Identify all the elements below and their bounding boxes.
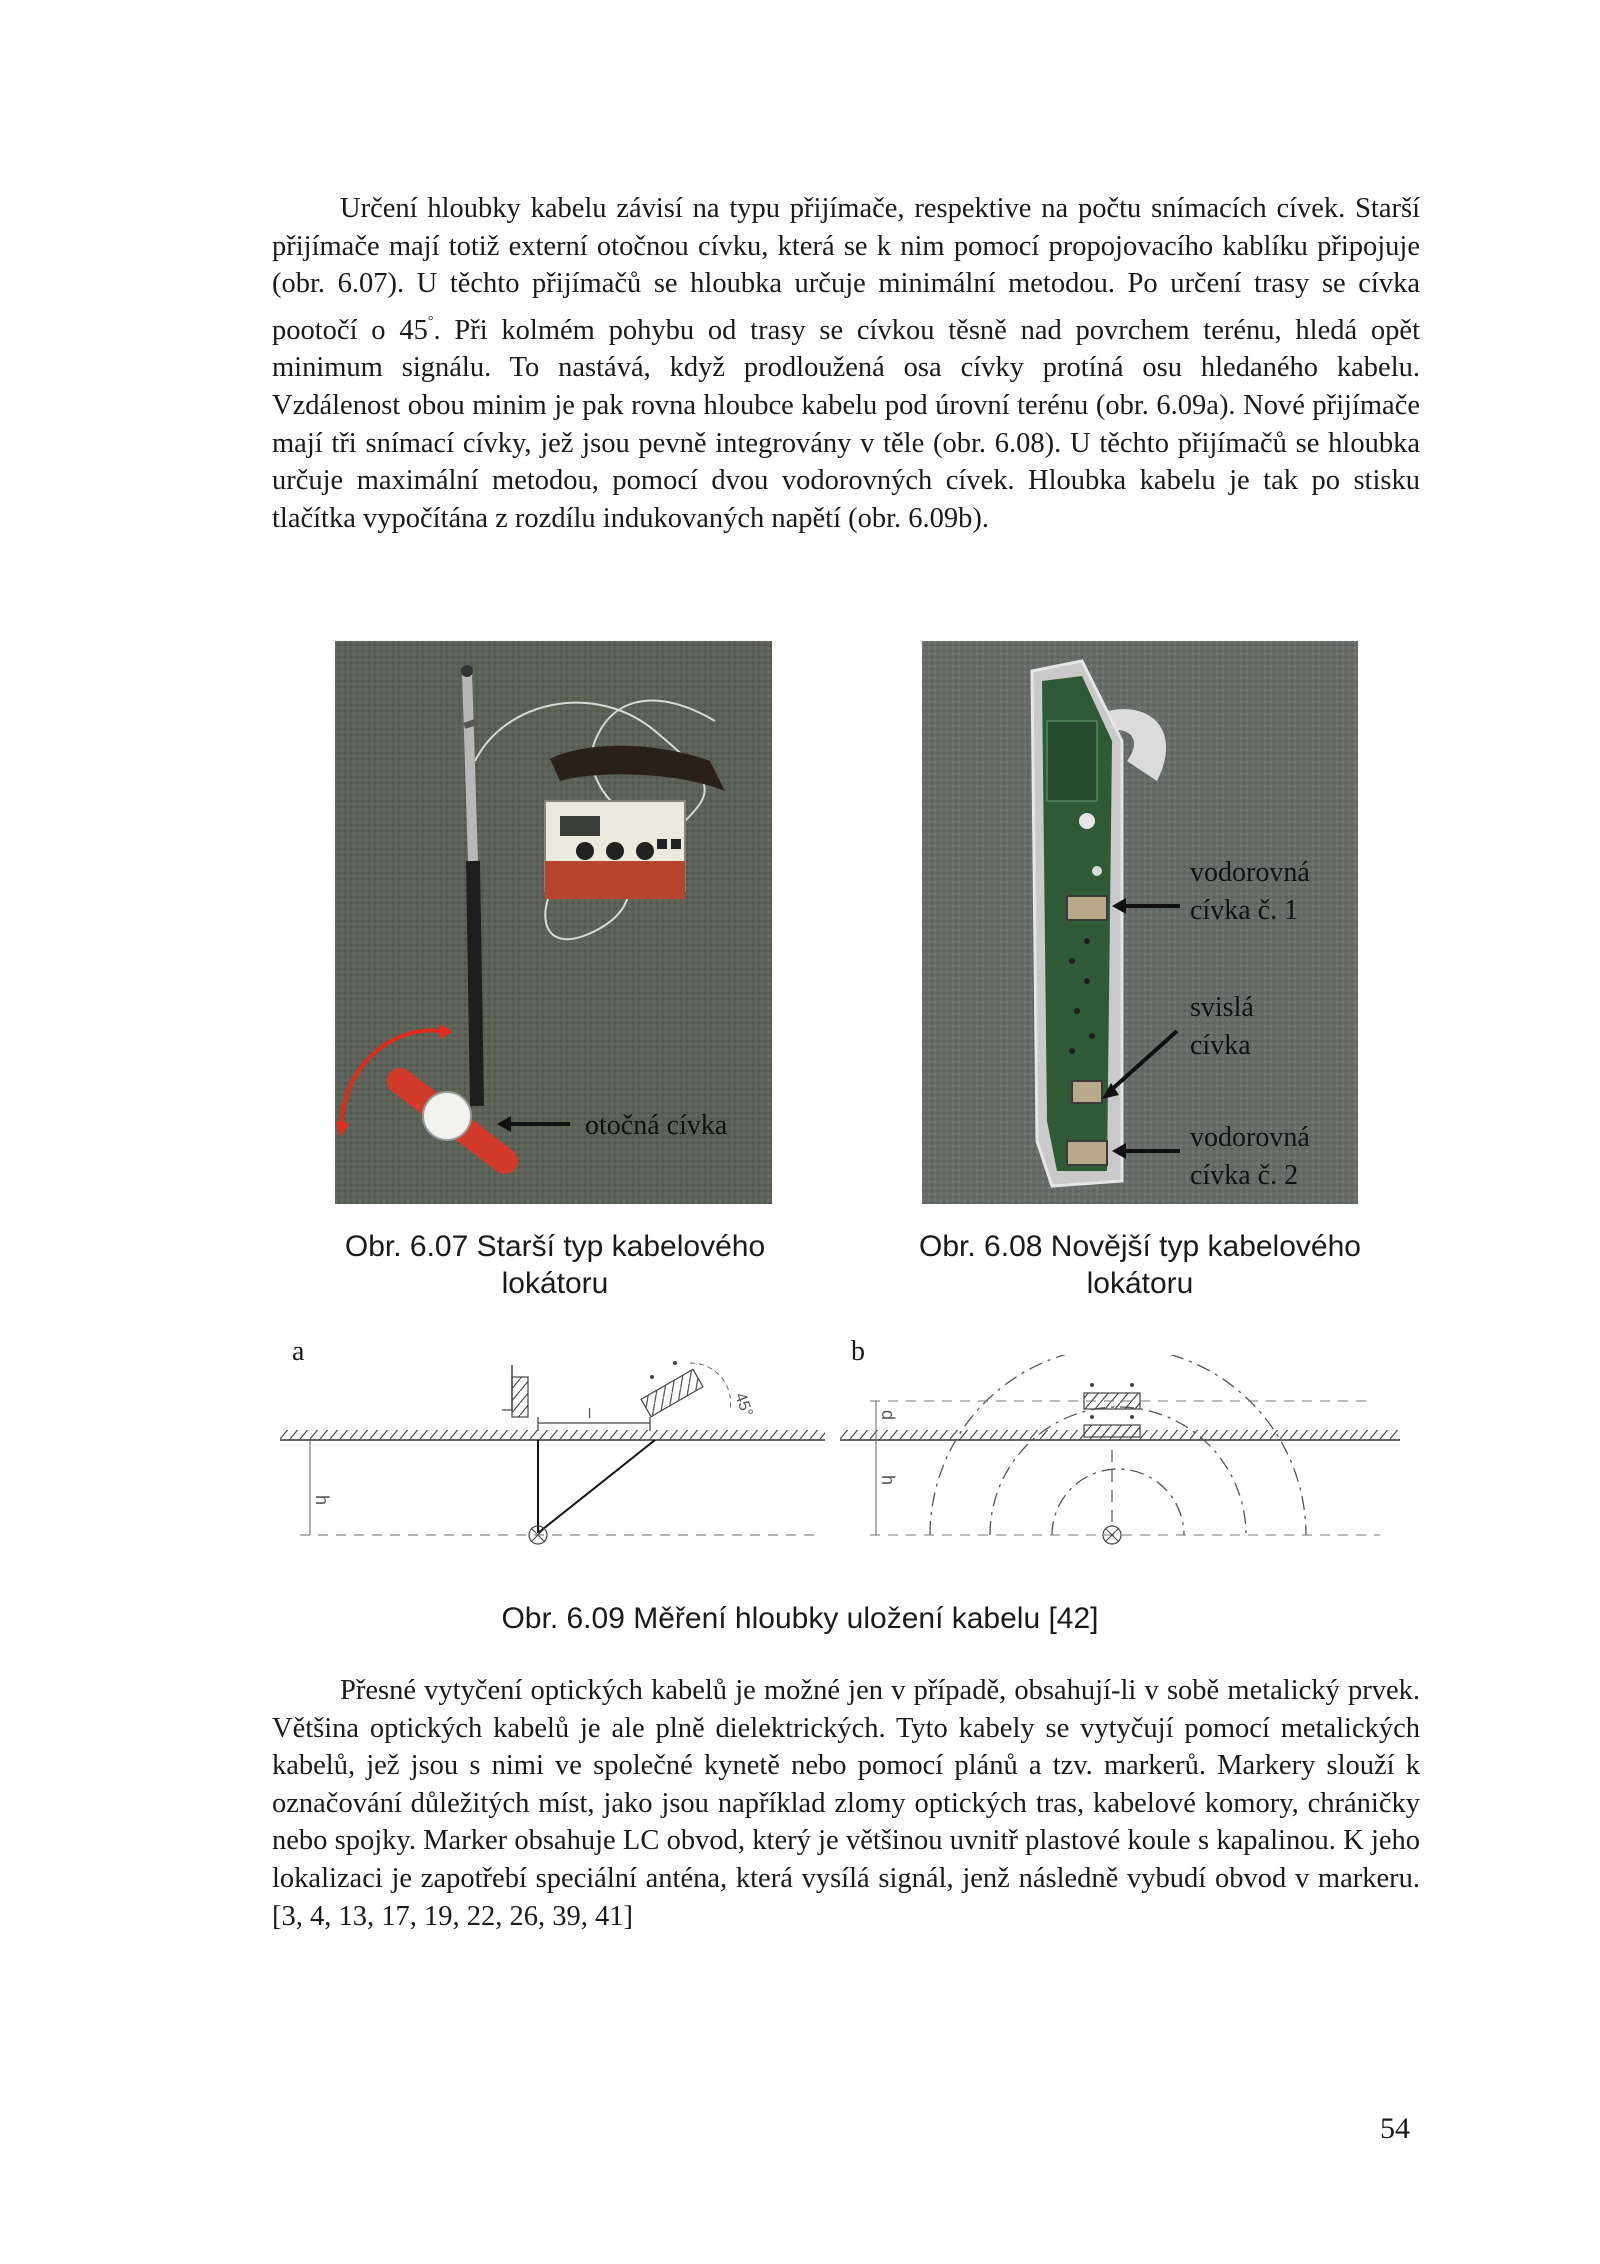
label-horizontal-coil-2-line1: vodorovná <box>1190 1122 1310 1153</box>
label-rotating-coil: otočná cívka <box>585 1110 728 1141</box>
paragraph-optical-cable-tracing: Přesné vytyčení optických kabelů je možné jen v případě, obsahují-li v sobě metalický prvek. Většina optických kabelů je ale plně dielektrických. Tyto kabely se vytyčují pomocí metalických kabelů, jež jsou s nimi ve společné kynetě nebo pomocí plánů a tzv. markerů. Markery slouží k označování důležitých míst, jako jsou například zlomy optických tras, kabelové komory, chráničky nebo spojky. Marker obsahuje LC obvod, který je většinou uvnitř plastové koule s kapalinou. K jeho lokalizaci je zapotřebí speciální anténa, která vysílá signál, jenž následně vybudí obvod v markeru. [3, 4, 13, 17, 19, 22, 26, 39, 41] <box>272 1675 1421 1932</box>
diagram-b-drawing <box>840 1355 1405 1575</box>
label-h-a: h <box>312 1495 332 1506</box>
diagram-b-letter: b <box>851 1336 865 1367</box>
diagram-a-letter: a <box>292 1336 305 1367</box>
older-locator-illustration <box>335 641 772 1204</box>
label-angle: 45° <box>731 1390 756 1420</box>
paragraph-depth-determination: Určení hloubky kabelu závisí na typu přijímače, respektive na počtu snímacích cívek. Starší přijímače mají totiž externí otočnou cívku, která se k nim pomocí propojovacího kablíku připojuje (obr. 6.07). U těchto přijímačů se hloubka určuje minimální metodou. Po určení trasy se cívka pootočí o 45°. Při kolmém pohybu od trasy se cívkou těsně nad povrchem terénu, hledá opět minimum signálu. To nastává, když prodloužená osa cívky protíná osu hledaného kabelu. Vzdálenost obou minim je pak rovna hloubce kabelu pod úrovní terénu (obr. 6.09a). Nové přijímače mají tři snímací cívky, jež jsou pevně integrovány v těle (obr. 6.08). U těchto přijímačů se hloubka určuje maximální metodou, pomocí dvou vodorovných cívek. Hloubka kabelu je tak po stisku tlačítka vypočítána z rozdílu indukovaných napětí (obr. 6.09b). <box>272 193 1421 534</box>
label-d: d <box>878 1410 898 1421</box>
label-vertical-coil-line2: cívka <box>1190 1030 1251 1061</box>
caption-figure-6-07: Obr. 6.07 Starší typ kabelového lokátoru <box>344 1230 766 1300</box>
caption-figure-6-09: Obr. 6.09 Měření hloubky uložení kabelu [42] <box>501 1602 1099 1635</box>
photo-newer-cable-locator <box>922 641 1358 1204</box>
caption-figure-6-08: Obr. 6.08 Novější typ kabelového lokátoru <box>919 1230 1361 1300</box>
label-h-b: h <box>878 1475 898 1486</box>
label-vertical-coil-line1: svislá <box>1190 992 1254 1023</box>
label-horizontal-coil-2-line2: cívka č. 2 <box>1190 1160 1299 1191</box>
diagram-a-drawing <box>280 1355 830 1575</box>
diagram-maximum-method <box>840 1355 1405 1575</box>
diagram-minimum-method <box>280 1355 830 1575</box>
photo-older-cable-locator <box>335 641 772 1204</box>
label-l: l <box>588 1405 592 1421</box>
label-horizontal-coil-1-line1: vodorovná <box>1190 857 1310 888</box>
label-horizontal-coil-1-line2: cívka č. 1 <box>1190 895 1299 926</box>
page-number: 54 <box>1380 2112 1410 2145</box>
newer-locator-illustration <box>922 641 1358 1204</box>
